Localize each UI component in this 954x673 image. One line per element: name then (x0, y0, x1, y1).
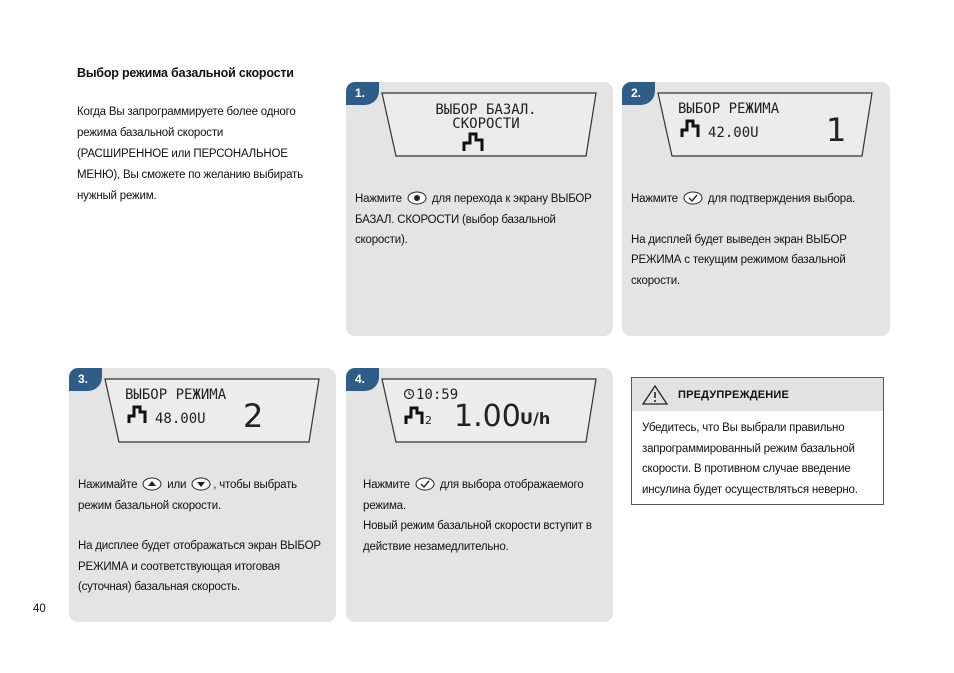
warning-triangle-icon (642, 385, 668, 405)
instruction-note: Новый режим базальной скорости вступит в действие незамедлительно. (363, 520, 592, 553)
display-line1: ВЫБОР РЕЖИМА (125, 387, 227, 403)
warning-title: ПРЕДУПРЕЖДЕНИЕ (678, 388, 790, 401)
step-text (78, 475, 332, 598)
step-number: 3. (69, 368, 102, 391)
warning-header (632, 378, 883, 411)
instruction-before: Нажмите (355, 193, 402, 205)
instruction-mid: или (167, 479, 187, 491)
check-icon (683, 191, 703, 205)
instruction-after: для подтверждения выбора. (707, 193, 856, 205)
warning-text: Убедитесь, что Вы выбрали правильно запрограммированный режим базальной скорости. В противном случае введение инсулина будет осуществляться неверно. (642, 422, 858, 496)
instruction-note: На дисплее будет отображаться экран ВЫБОР РЕЖИМА и соответствующая итоговая (суточная) базальная скорость. (78, 540, 321, 593)
eye-icon (407, 191, 427, 205)
page-number: 40 (33, 603, 46, 615)
intro-text: Когда Вы запрограммируете более одного режима базальной скорости (РАСШИРЕННОЕ или ПЕРСОНАЛЬНОЕ МЕНЮ), Вы сможете по желанию выбирать нужный режим. (77, 106, 303, 202)
check-icon (415, 477, 435, 491)
pump-display (374, 87, 604, 162)
instruction-after: для выбора отображаемого режима. (363, 479, 584, 512)
down-arrow-icon (191, 477, 211, 491)
intro-section (77, 66, 317, 207)
display-subscript: 2 (425, 414, 432, 427)
display-amount: 42.00U (708, 125, 759, 141)
step-text (355, 189, 607, 251)
up-arrow-icon (142, 477, 162, 491)
display-line1: ВЫБОР БАЗАЛ. (435, 102, 537, 118)
warning-box (631, 377, 884, 505)
step-card-1 (346, 82, 613, 336)
step-number: 1. (346, 82, 379, 105)
instruction-before: Нажмите (363, 479, 410, 491)
display-line1: ВЫБОР РЕЖИМА (678, 101, 780, 117)
step-text (363, 475, 608, 557)
pump-display (650, 87, 880, 162)
display-rate: 1.00 (454, 399, 521, 434)
display-time: 10:59 (416, 387, 459, 403)
step-text (631, 189, 885, 291)
display-pattern-number: 1 (826, 111, 847, 149)
step-card-4 (346, 368, 613, 622)
display-line2: СКОРОСТИ (452, 116, 520, 132)
display-unit: U/h (520, 409, 551, 428)
step-number: 2. (622, 82, 655, 105)
pump-display (374, 373, 604, 448)
instruction-after: , чтобы выбрать режим базальной скорости. (78, 479, 297, 512)
instruction-before: Нажмите (631, 193, 678, 205)
display-pattern-number: 2 (243, 397, 264, 435)
instruction-note: На дисплей будет выведен экран ВЫБОР РЕЖИМА с текущим режимом базальной скорости. (631, 233, 847, 287)
display-amount: 48.00U (155, 411, 206, 427)
instruction-before: Нажимайте (78, 479, 138, 491)
instruction-after: для перехода к экрану ВЫБОР БАЗАЛ. СКОРОСТИ (выбор базальной скорости). (355, 193, 592, 246)
section-heading: Выбор режима базальной скорости (77, 66, 294, 80)
step-number: 4. (346, 368, 379, 391)
step-card-3 (69, 368, 336, 622)
pump-display (97, 373, 327, 448)
step-card-2 (622, 82, 890, 336)
